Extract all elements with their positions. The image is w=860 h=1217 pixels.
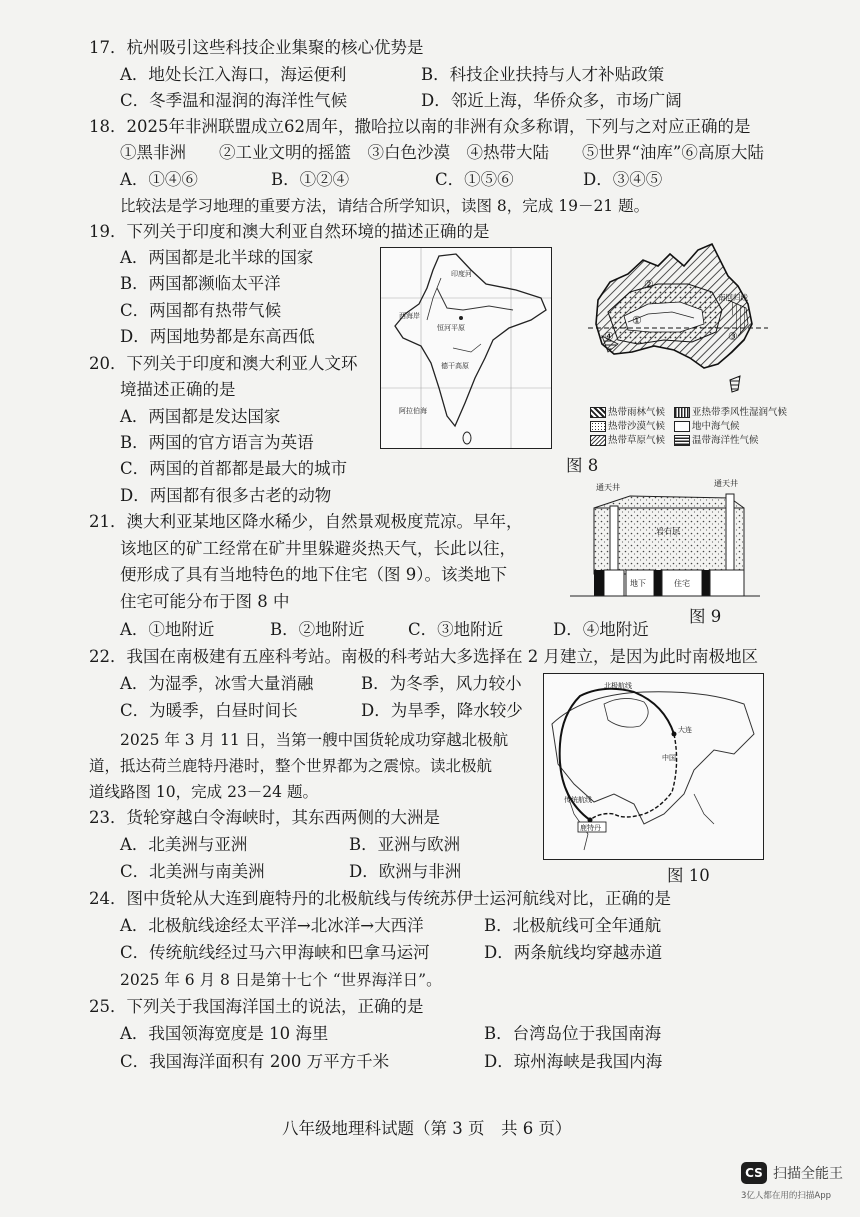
india-label-plain: 恒河平原	[437, 324, 465, 332]
q22-option-b: B．为冬季，风力较小	[361, 674, 522, 693]
arctic-route-label: 北极航线	[604, 682, 632, 690]
intro-19-21: 比较法是学习地理的重要方法，请结合所学知识，读图 8，完成 19－21 题。	[120, 197, 650, 215]
q22-stem: 22．我国在南极建有五座科考站。南极的科考站大多选择在 2 月建立，是因为此时南极地区	[89, 647, 758, 666]
arctic-route-svg	[544, 674, 763, 859]
q17-option-d: D．邻近上海，华侨众多，市场广阔	[421, 91, 682, 110]
q21-option-a: A．①地附近	[120, 620, 215, 639]
q21-option-c: C．③地附近	[408, 620, 504, 639]
q19-option-b: B．两国都濒临太平洋	[120, 274, 281, 293]
q21-stem-line2: 该地区的矿工经常在矿井里躲避炎热天气，长此以往，	[120, 539, 516, 558]
rock-label: 岩石层	[656, 527, 680, 536]
q24-option-a: A．北极航线途经太平洋→北冰洋→大西洋	[120, 916, 424, 935]
india-label-plateau: 德干高原	[441, 362, 469, 370]
intro-23-24-line1: 2025 年 3 月 11 日，当第一艘中国货轮成功穿越北极航	[120, 731, 509, 749]
q18-option-b: B．①②④	[271, 170, 350, 189]
q23-option-c: C．北美洲与南美洲	[120, 862, 265, 881]
page-footer: 八年级地理科试题（第 3 页 共 6 页）	[282, 1119, 572, 1138]
q17-option-a: A．地处长江入海口，海运便利	[120, 65, 347, 84]
legend-swatch-icon	[590, 421, 606, 432]
dalian-label: 大连	[678, 726, 692, 734]
q22-option-d: D．为旱季，降水较少	[361, 701, 523, 720]
q21-stem-line1: 21．澳大利亚某地区降水稀少，自然景观极度荒凉。早年，	[89, 512, 523, 531]
vent-left-label: 通天井	[596, 483, 620, 492]
q21-option-d: D．④地附近	[553, 620, 649, 639]
q22-option-c: C．为暖季，白昼时间长	[120, 701, 298, 720]
traditional-route-label: 传统航线	[564, 796, 592, 804]
marker-1: ①	[632, 314, 642, 327]
q25-option-b: B．台湾岛位于我国南海	[484, 1024, 662, 1043]
tropic-label: 南回归线	[718, 293, 748, 302]
q25-option-c: C．我国海洋面积有 200 万平方千米	[120, 1052, 390, 1071]
india-map-svg	[381, 248, 551, 448]
q20-stem-line1: 20．下列关于印度和澳大利亚人文环	[89, 354, 358, 373]
q19-option-c: C．两国都有热带气候	[120, 301, 282, 320]
q23-option-b: B．亚洲与欧洲	[349, 835, 461, 854]
q23-option-d: D．欧洲与非洲	[349, 862, 462, 881]
figure8-india-map	[380, 247, 552, 449]
room2-label: 住宅	[674, 579, 690, 588]
q18-items: ①黑非洲 ②工业文明的摇篮 ③白色沙漠 ④热带大陆 ⑤世界“油库”⑥高原大陆	[120, 143, 764, 162]
marker-4: ④	[604, 330, 614, 343]
india-label-river: 印度河	[451, 270, 472, 278]
vent-right-label: 通天井	[714, 479, 738, 488]
q20-option-c: C．两国的首都都是最大的城市	[120, 459, 348, 478]
q19-stem: 19．下列关于印度和澳大利亚自然环境的描述正确的是	[89, 222, 490, 241]
figure10-arctic-route-map	[543, 673, 764, 860]
q25-stem: 25．下列关于我国海洋国土的说法，正确的是	[89, 997, 424, 1016]
q17-stem: 17．杭州吸引这些科技企业集聚的核心优势是	[89, 38, 424, 57]
figure9-caption: 图 9	[689, 607, 722, 626]
q20-stem-line2: 境描述正确的是	[120, 380, 236, 399]
q20-option-d: D．两国都有很多古老的动物	[120, 486, 332, 505]
q21-stem-line4: 住宅可能分布于图 8 中	[120, 592, 290, 611]
legend-item-3: 热带沙漠气候	[590, 418, 665, 432]
q17-option-b: B．科技企业扶持与人才补贴政策	[421, 65, 665, 84]
legend-swatch-icon	[590, 407, 606, 418]
legend-item-5: 热带草原气候	[590, 432, 665, 446]
q18-option-d: D．③④⑤	[583, 170, 663, 189]
q25-option-a: A．我国领海宽度是 10 海里	[120, 1024, 329, 1043]
figure8-caption: 图 8	[566, 456, 599, 475]
camscanner-name: 扫描全能王	[773, 1166, 843, 1182]
q18-stem: 18．2025年非洲联盟成立62周年，撒哈拉以南的非洲有众多称谓，下列与之对应正确的是	[89, 117, 751, 136]
legend-item-2: 亚热带季风性湿润气候	[674, 404, 787, 418]
australia-map-svg	[588, 240, 768, 405]
figure9-underground-house	[570, 478, 760, 598]
camscanner-logo-icon: CS	[741, 1162, 767, 1184]
q24-stem: 24．图中货轮从大连到鹿特丹的北极航线与传统苏伊士运河航线对比，正确的是	[89, 889, 671, 908]
legend-item-6: 温带海洋性气候	[674, 432, 759, 446]
q21-option-b: B．②地附近	[270, 620, 365, 639]
marker-3: ③	[728, 330, 738, 343]
q19-option-d: D．两国地势都是东高西低	[120, 327, 315, 346]
q23-option-a: A．北美洲与亚洲	[120, 835, 248, 854]
india-label-sea: 阿拉伯海	[399, 407, 427, 415]
legend-item-4: 地中海气候	[674, 418, 740, 432]
legend-swatch-icon	[674, 435, 690, 446]
q18-option-a: A．①④⑥	[120, 170, 198, 189]
q21-stem-line3: 便形成了具有当地特色的地下住宅（图 9）。该类地下	[120, 565, 507, 584]
underground-house-svg	[570, 478, 760, 598]
intro-23-24-line3: 道线路图 10，完成 23－24 题。	[89, 783, 318, 801]
rotterdam-label: 鹿特丹	[580, 824, 601, 832]
figure8-australia-map	[588, 240, 768, 405]
legend-swatch-icon	[590, 435, 606, 446]
legend-item-1: 热带雨林气候	[590, 404, 665, 418]
intro-25: 2025 年 6 月 8 日是第十七个 “世界海洋日”。	[120, 971, 442, 989]
q22-option-a: A．为湿季，冰雪大量消融	[120, 674, 314, 693]
camscanner-tagline: 3亿人都在用的扫描App	[741, 1191, 832, 1201]
marker-2: ②	[644, 278, 654, 291]
q24-option-c: C．传统航线经过马六甲海峡和巴拿马运河	[120, 943, 430, 962]
q23-stem: 23．货轮穿越白令海峡时，其东西两侧的大洲是	[89, 808, 440, 827]
q18-option-c: C．①⑤⑥	[435, 170, 514, 189]
legend-swatch-icon	[674, 407, 690, 418]
q17-option-c: C．冬季温和湿润的海洋性气候	[120, 91, 348, 110]
q24-option-b: B．北极航线可全年通航	[484, 916, 662, 935]
q20-option-a: A．两国都是发达国家	[120, 407, 281, 426]
room1-label: 地下	[630, 579, 646, 588]
india-label-coast: 西海岸	[399, 312, 420, 320]
q25-option-d: D．琼州海峡是我国内海	[484, 1052, 663, 1071]
intro-23-24-line2: 道，抵达荷兰鹿特丹港时，整个世界都为之震惊。读北极航	[89, 757, 493, 775]
q20-option-b: B．两国的官方语言为英语	[120, 433, 314, 452]
china-label: 中国	[662, 754, 676, 762]
q19-option-a: A．两国都是北半球的国家	[120, 248, 314, 267]
q24-option-d: D．两条航线均穿越赤道	[484, 943, 663, 962]
legend-swatch-icon	[674, 421, 690, 432]
figure10-caption: 图 10	[667, 866, 710, 885]
